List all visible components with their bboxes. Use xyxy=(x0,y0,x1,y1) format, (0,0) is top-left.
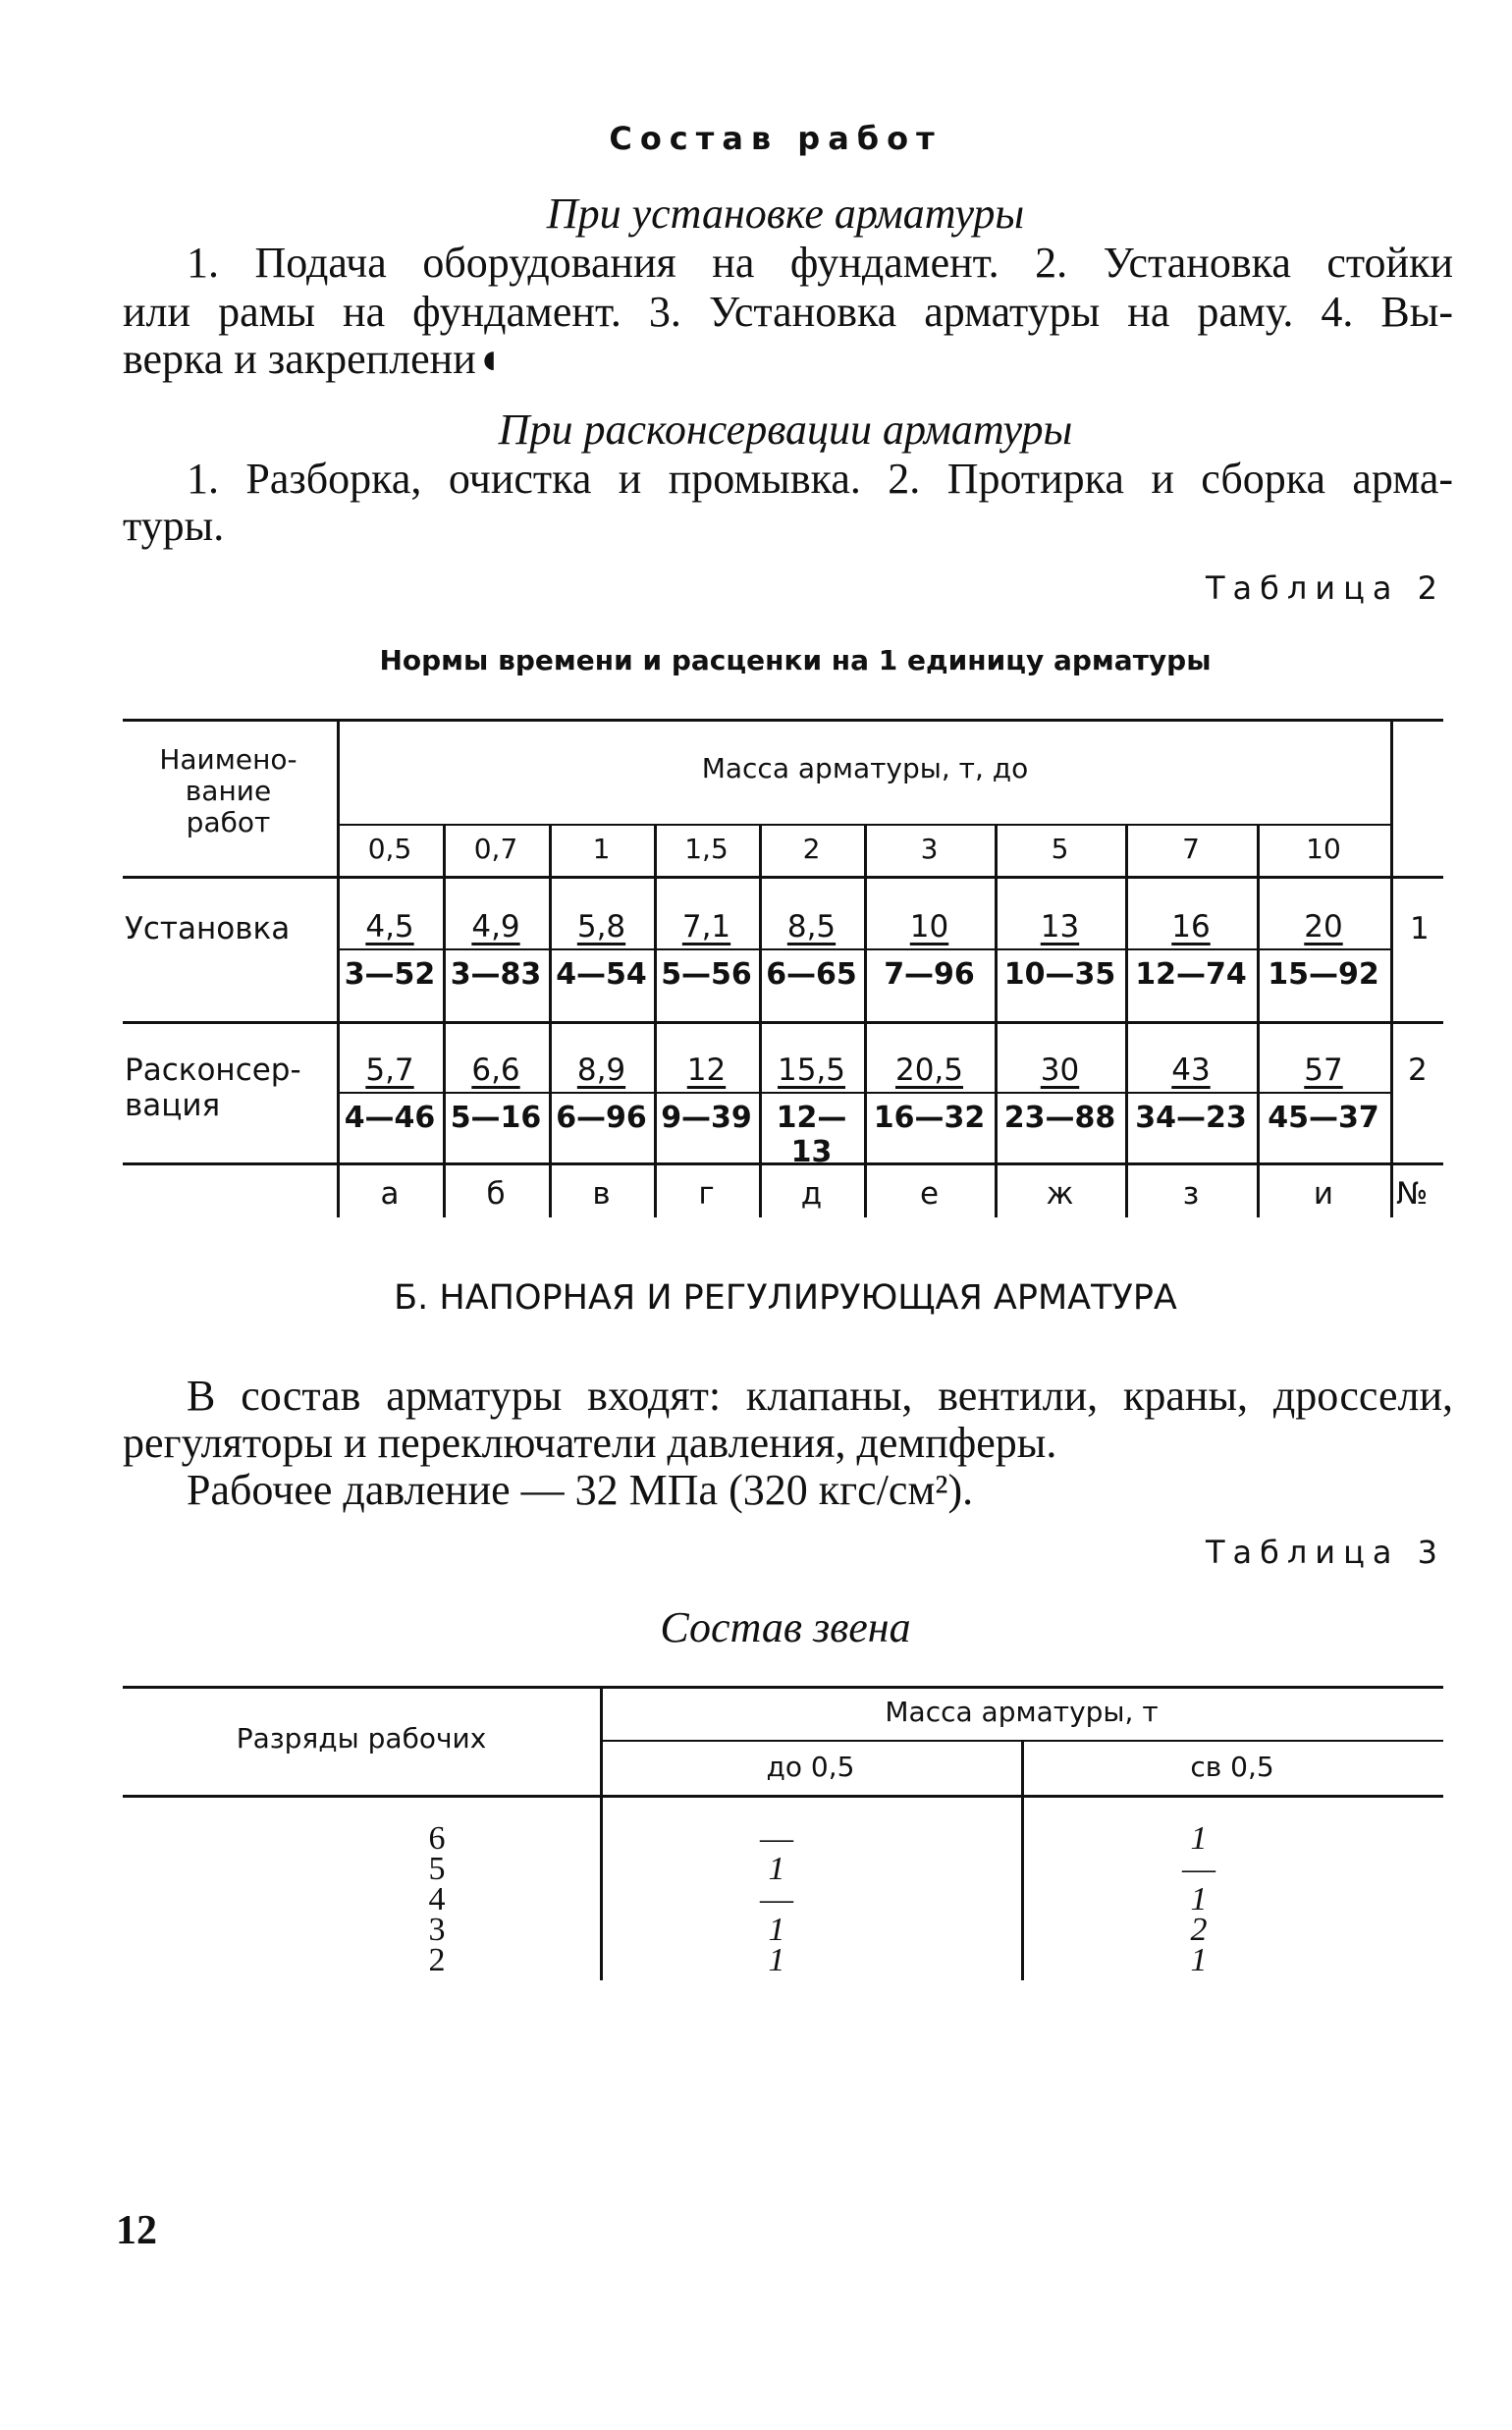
row2-norm-b: 6,6 xyxy=(471,1053,520,1088)
table3-top-rule xyxy=(123,1686,1443,1689)
section-title: Состав работ xyxy=(609,120,943,157)
over-05-cell: 1 xyxy=(1190,1942,1208,1978)
grade-cell: 6 xyxy=(428,1820,446,1857)
to-05-cell: — xyxy=(760,1820,793,1857)
mass-col-d: 1,5 xyxy=(684,833,729,865)
col-letter-d: г xyxy=(698,1176,715,1212)
row2-norm-a: 5,7 xyxy=(365,1053,414,1088)
row2-rate-c: 6—96 xyxy=(556,1101,647,1135)
row2-name-line-1: Расконсер- xyxy=(125,1053,301,1088)
col-letter-g: ж xyxy=(1046,1176,1074,1212)
row1-rate-i: 15—92 xyxy=(1268,957,1379,992)
mass-header: Масса арматуры, т, до xyxy=(701,752,1029,784)
table2-label: Таблица 2 xyxy=(1205,569,1445,607)
row1-rate-c: 4—54 xyxy=(556,957,647,992)
row2-norm-c: 8,9 xyxy=(576,1053,626,1088)
row1-rate-g: 10—35 xyxy=(1003,957,1116,992)
row2-rate-h: 34—23 xyxy=(1135,1101,1247,1135)
depreservation-heading: При расконсервации арматуры xyxy=(498,405,1073,454)
sub-header-to-05: до 0,5 xyxy=(766,1751,855,1783)
row2-norm-f: 20,5 xyxy=(894,1053,964,1088)
col-letter-h: з xyxy=(1182,1176,1200,1212)
row2-rate-e: 12—13 xyxy=(776,1101,847,1169)
table3-header-rule xyxy=(123,1795,1443,1798)
mass-col-e: 2 xyxy=(802,833,821,865)
row2-rate-i: 45—37 xyxy=(1268,1101,1379,1135)
to-05-cell: — xyxy=(760,1881,793,1917)
row1-rate-f: 7—96 xyxy=(884,957,975,992)
sub-header-over-05: св 0,5 xyxy=(1190,1751,1274,1783)
to-05-cell: 1 xyxy=(768,1851,785,1887)
row2-norm-g: 30 xyxy=(1040,1053,1080,1088)
row2-norm-i: 57 xyxy=(1304,1053,1343,1088)
grade-cell: 4 xyxy=(428,1881,446,1917)
col-letter-c: в xyxy=(592,1176,611,1212)
row2-index: 2 xyxy=(1408,1053,1428,1088)
row1-norm-h: 16 xyxy=(1171,909,1211,945)
col-letter-f: е xyxy=(919,1176,940,1212)
col-letter-b: б xyxy=(486,1176,506,1212)
row1-rate-a: 3—52 xyxy=(344,957,436,992)
row1-norm-g: 13 xyxy=(1040,909,1080,945)
row2-name-line-2: вация xyxy=(125,1088,221,1123)
section-b-line-1: В состав арматуры входят: клапаны, вентили, краны, дроссели, xyxy=(187,1372,1453,1420)
row1-norm-a: 4,5 xyxy=(365,909,414,945)
mass-col-b: 0,7 xyxy=(473,833,518,865)
work-header-line-1: Наимено- xyxy=(159,743,297,776)
row1-norm-e: 8,5 xyxy=(786,909,837,945)
over-05-cell: — xyxy=(1182,1851,1215,1887)
row1-norm-b: 4,9 xyxy=(471,909,520,945)
section-b-title: Б. НАПОРНАЯ И РЕГУЛИРУЮЩАЯ АРМАТУРА xyxy=(394,1278,1177,1318)
table3-label: Таблица 3 xyxy=(1205,1534,1445,1571)
crew-row xyxy=(123,1881,1443,1917)
installation-heading: При установке арматуры xyxy=(546,189,1025,238)
over-05-cell: 1 xyxy=(1190,1881,1208,1917)
installation-line-2: или рамы на фундамент. 3. Установка арматуры на раму. 4. Вы- xyxy=(123,288,1453,336)
grade-cell: 5 xyxy=(428,1851,446,1887)
depreservation-line-2: туры. xyxy=(123,502,225,550)
section-b-line-2: регуляторы и переключатели давления, демпферы. xyxy=(123,1419,1057,1467)
row2-norm-h: 43 xyxy=(1171,1053,1211,1088)
mass-col-g: 5 xyxy=(1051,833,1069,865)
number-sign: № xyxy=(1396,1176,1429,1212)
installation-line-1: 1. Подача оборудования на фундамент. 2. Установка стойки xyxy=(187,239,1453,287)
col-letter-i: и xyxy=(1313,1176,1334,1212)
row2-norm-d: 12 xyxy=(686,1053,727,1088)
mass-col-a: 0,5 xyxy=(367,833,412,865)
row1-norm-i: 20 xyxy=(1304,909,1343,945)
row1-norm-c: 5,8 xyxy=(576,909,626,945)
mass-col-f: 3 xyxy=(920,833,939,865)
table3-caption: Состав звена xyxy=(660,1603,911,1651)
depreservation-line-1: 1. Разборка, очистка и промывка. 2. Протирка и сборка арма- xyxy=(187,455,1453,503)
row2-rate-f: 16—32 xyxy=(873,1101,986,1135)
crew-row xyxy=(123,1942,1443,1978)
crew-row xyxy=(123,1851,1443,1887)
row1-name: Установка xyxy=(125,911,291,946)
crew-row xyxy=(123,1912,1443,1948)
mass-col-h: 7 xyxy=(1182,833,1200,865)
over-05-cell: 1 xyxy=(1190,1820,1208,1857)
row1-rate-h: 12—74 xyxy=(1135,957,1247,992)
row1-rate-b: 3—83 xyxy=(450,957,542,992)
row2-rate-b: 5—16 xyxy=(450,1101,542,1135)
row1-norm-f: 10 xyxy=(909,909,949,945)
row2-norm-e: 15,5 xyxy=(777,1053,846,1088)
table2-caption: Нормы времени и расценки на 1 единицу арматуры xyxy=(379,644,1212,676)
installation-line-3: верка и закреплени◖ xyxy=(123,335,503,383)
mass-col-c: 1 xyxy=(592,833,611,865)
row1-norm-d: 7,1 xyxy=(681,909,731,945)
row2-rate-g: 23—88 xyxy=(1003,1101,1116,1135)
crew-mass-header: Масса арматуры, т xyxy=(885,1696,1159,1728)
work-header-line-2: вание xyxy=(185,775,272,807)
work-header-line-3: работ xyxy=(186,806,271,838)
page-number: 12 xyxy=(116,2208,157,2253)
mass-col-i: 10 xyxy=(1306,833,1341,865)
col-letter-e: д xyxy=(800,1176,823,1212)
col-letter-a: а xyxy=(380,1176,400,1212)
grade-cell: 3 xyxy=(428,1912,446,1948)
grade-cell: 2 xyxy=(428,1942,446,1978)
to-05-cell: 1 xyxy=(768,1912,785,1948)
over-05-cell: 2 xyxy=(1190,1912,1208,1948)
crew-row xyxy=(123,1820,1443,1857)
row1-rate-e: 6—65 xyxy=(766,957,857,992)
row1-index: 1 xyxy=(1410,911,1430,946)
section-b-line-3: Рабочее давление — 32 МПа (320 кгс/см²). xyxy=(187,1466,974,1514)
row2-rate-d: 9—39 xyxy=(661,1101,752,1135)
to-05-cell: 1 xyxy=(768,1942,785,1978)
row1-rate-d: 5—56 xyxy=(661,957,752,992)
crew-row-list xyxy=(123,1820,1443,1978)
row2-rate-a: 4—46 xyxy=(344,1101,436,1135)
grade-header: Разряды рабочих xyxy=(236,1722,487,1755)
